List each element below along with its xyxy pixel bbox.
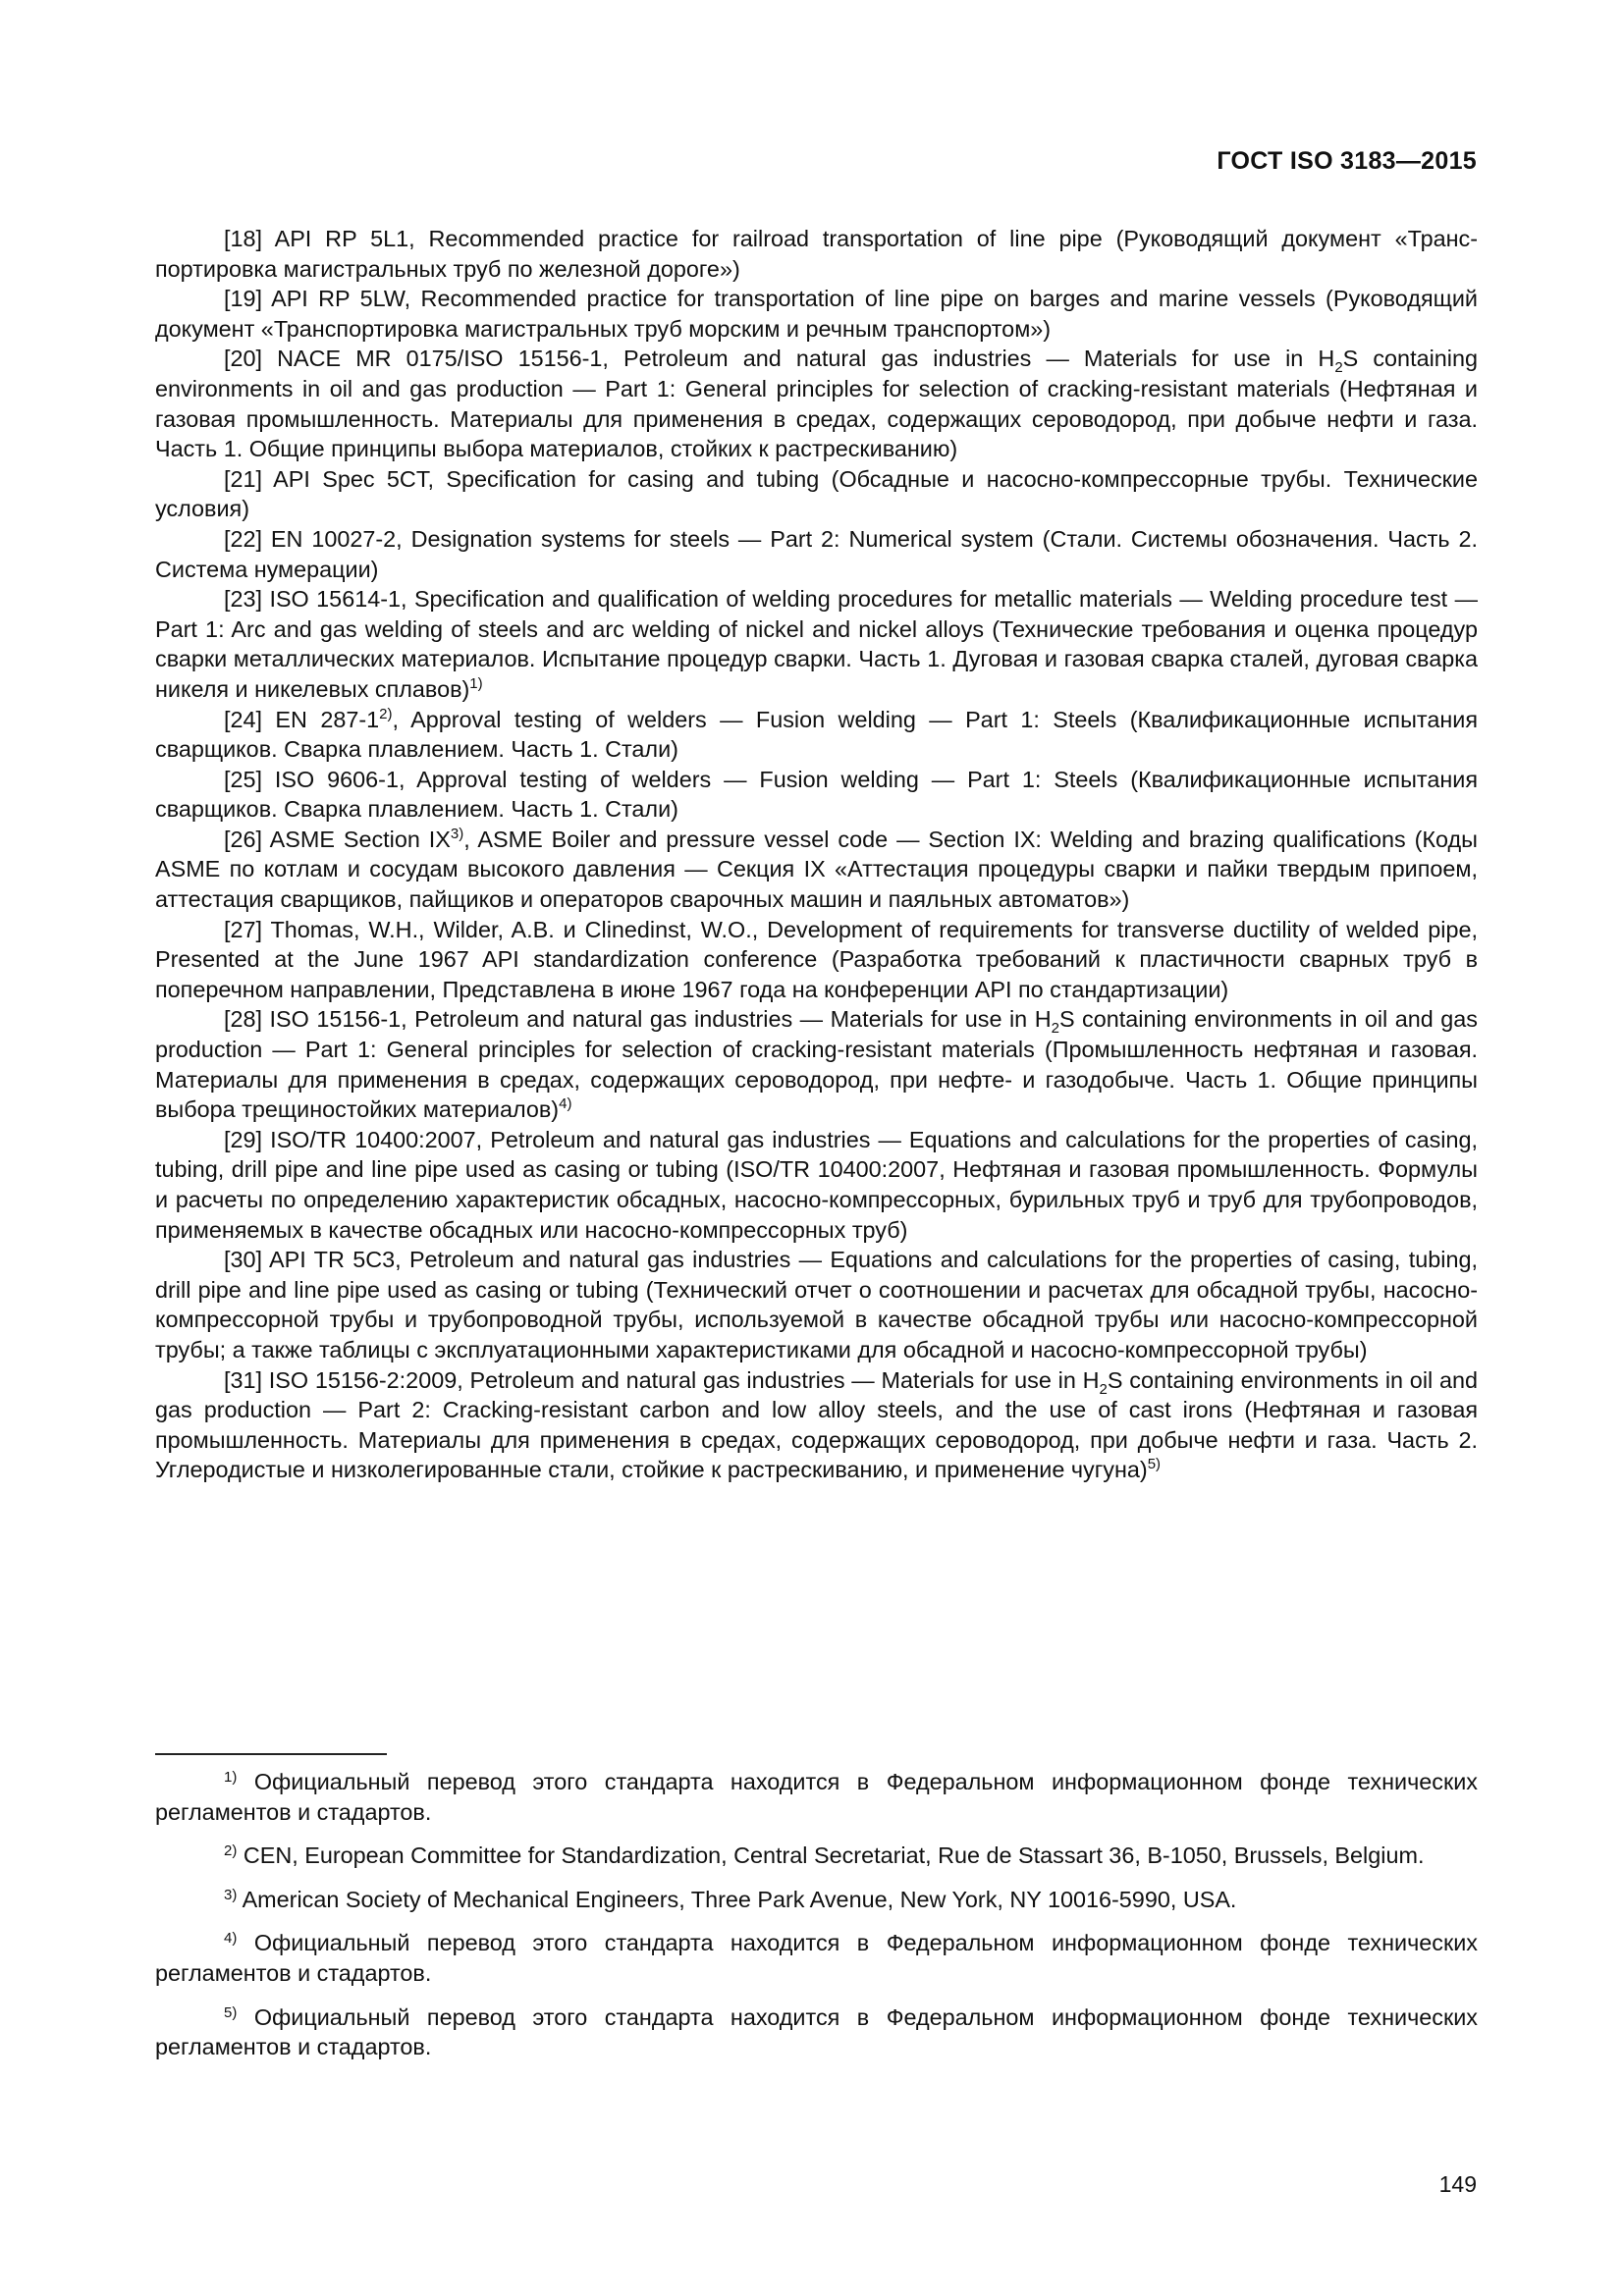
footnote-marker: 3) bbox=[450, 825, 464, 842]
footnote-marker: 4) bbox=[559, 1095, 572, 1113]
reference-text: , ASME Boiler and pressure vessel code — Section IX: Welding and brazing qualifications (Коды ASME по котлам и сосудам высокого давления — Секция IX «Аттестация процедуры сварки и пайки твердым припоем, аттестация сварщиков, пайщиков и операторов сварочных машин и паяльных автоматов») bbox=[155, 826, 1478, 913]
footnotes-list bbox=[155, 1767, 1478, 2076]
page-number: 149 bbox=[1438, 2171, 1477, 2197]
reference-text: S containing environments in oil and gas production — Part 2: Cracking-resistant carbon and low alloy steels, and the use of cast irons (Нефтяная и газовая промышленность. Материалы для применения в средах, содержащих сероводород, при добыче нефти и газа. Часть 2. Углеродистые и низколегированные стали, стойкие к растрескиванию, и применение чугуна) bbox=[155, 1366, 1479, 1483]
footnote-text: CEN, European Committee for Standardization, Central Secretariat, Rue de Stassart 36, B-1050, Brussels, Belgium. bbox=[243, 1842, 1425, 1869]
reference-text: [30] API TR 5C3, Petroleum and natural gas industries — Equations and calculations for the properties of casing, tubing, drill pipe and line pipe used as casing or tubing (Технический отчет о соотношении и расчетах для обсадной трубы, насосно-компрессорной трубы и трубопроводной трубы, используемой в качестве обсадной трубы или насосно-компрессорной трубы; а также таблицы с эксплуатационными характеристиками для обсадной и насосно-компрессорной трубы) bbox=[155, 1247, 1478, 1362]
reference-text: [24] EN 287-1 bbox=[224, 706, 380, 732]
reference-text: [23] ISO 15614-1, Specification and qualification of welding procedures for metallic materials — Welding procedure test — Part 1: Arc and gas welding of steels and arc welding of nickel and nickel alloys (Технические требования и оценка процедур сварки металлических материалов. Испытание процедур сварки. Часть 1. Дуговая и газовая сварка сталей, дуговая сварка никеля и никелевых сплавов) bbox=[155, 586, 1478, 702]
reference-entry bbox=[155, 1245, 1478, 1364]
reference-entry bbox=[155, 344, 1478, 463]
bibliography-list bbox=[155, 224, 1478, 1485]
subscript: 2 bbox=[1334, 359, 1343, 377]
footnote bbox=[155, 1928, 1478, 1988]
subscript: 2 bbox=[1099, 1380, 1108, 1398]
reference-entry bbox=[155, 825, 1478, 915]
reference-text: [29] ISO/TR 10400:2007, Petroleum and natural gas industries — Equations and calculations for the properties of casing, tubing, drill pipe and line pipe used as casing or tubing (ISO/TR 10400:2007, Нефтяная и газовая промышленность. Формулы и расчеты по определению характеристик обсадных, насосно-компрессорных, бурильных труб и труб для трубопроводов, применяемых в качестве обсадных или насосно-компрессорных труб) bbox=[155, 1126, 1478, 1243]
footnote-marker: 1) bbox=[469, 674, 483, 692]
footnote-separator bbox=[155, 1753, 387, 1755]
footnote-text: Официальный перевод этого стандарта находится в Федеральном информационном фонде технических регламентов и стадартов. bbox=[155, 1930, 1478, 1986]
reference-text: [31] ISO 15156-2:2009, Petroleum and natural gas industries — Materials for use in H bbox=[224, 1366, 1100, 1393]
footnote bbox=[155, 2002, 1478, 2062]
reference-entry bbox=[155, 1004, 1478, 1124]
reference-text: [22] EN 10027-2, Designation systems for steels — Part 2: Numerical system (Стали. Системы обозначения. Часть 2. Система нумерации) bbox=[155, 525, 1478, 582]
footnote-mark: 4) bbox=[224, 1930, 238, 1948]
reference-entry bbox=[155, 524, 1478, 584]
reference-text: [28] ISO 15156-1, Petroleum and natural gas industries — Materials for use in H bbox=[224, 1006, 1052, 1033]
footnote-mark: 3) bbox=[224, 1886, 238, 1903]
footnote bbox=[155, 1767, 1478, 1827]
reference-text: [26] ASME Section IX bbox=[224, 826, 451, 852]
reference-text: , Approval testing of welders — Fusion welding — Part 1: Steels (Квалификационные испытания сварщиков. Сварка плавлением. Часть 1. Стали) bbox=[155, 706, 1478, 763]
reference-text: [27] Thomas, W.H., Wilder, A.B. и Clinedinst, W.O., Development of requirements for transverse ductility of welded pipe, Presented at the June 1967 API standardization conference (Разработка требований к пластичности сварных труб в поперечном направлении, Представлена в июне 1967 года на конференции API по стандартизации) bbox=[155, 916, 1478, 1002]
reference-text: S containing environments in oil and gas production — Part 1: General principles for selection of cracking-resistant materials (Нефтяная и газовая промышленность. Материалы для применения в средах, содержащих сероводород, при добыче нефти и газа. Часть 1. Общие принципы выбора материалов, стойких к растрескиванию) bbox=[155, 346, 1478, 462]
reference-entry bbox=[155, 705, 1478, 765]
reference-text: [21] API Spec 5CT, Specification for casing and tubing (Обсадные и насосно-компрессорные трубы. Технические условия) bbox=[155, 465, 1478, 522]
reference-entry bbox=[155, 1125, 1478, 1245]
reference-entry bbox=[155, 1365, 1478, 1485]
footnote-marker: 5) bbox=[1147, 1456, 1162, 1473]
footnote bbox=[155, 1841, 1478, 1871]
reference-text: [18] API RP 5L1, Recommended practice for railroad transportation of line pipe (Руководящий документ «Транспортировка магистральных труб по железной дороге») bbox=[155, 226, 1478, 282]
footnote-marker: 2) bbox=[379, 705, 393, 722]
footnote-text: Официальный перевод этого стандарта находится в Федеральном информационном фонде технических регламентов и стадартов. bbox=[155, 1769, 1478, 1825]
reference-text: [20] NACE MR 0175/ISO 15156-1, Petroleum and natural gas industries — Materials for use in H bbox=[224, 346, 1335, 372]
document-header: ГОСТ ISO 3183—2015 bbox=[1217, 147, 1477, 175]
footnote-mark: 1) bbox=[224, 1769, 238, 1786]
reference-text: [19] API RP 5LW, Recommended practice for transportation of line pipe on barges and marine vessels (Руководящий документ «Транспортировка магистральных труб морским и речным транспортом») bbox=[155, 286, 1478, 342]
footnote-text: American Society of Mechanical Engineers, Three Park Avenue, New York, NY 10016-5990, USA. bbox=[242, 1886, 1237, 1912]
footnote bbox=[155, 1885, 1478, 1915]
footnote-mark: 5) bbox=[224, 2003, 238, 2021]
reference-entry bbox=[155, 464, 1478, 524]
footnote-mark: 2) bbox=[224, 1842, 238, 1860]
reference-entry bbox=[155, 584, 1478, 704]
reference-entry bbox=[155, 915, 1478, 1005]
reference-entry bbox=[155, 765, 1478, 825]
reference-text: [25] ISO 9606-1, Approval testing of welders — Fusion welding — Part 1: Steels (Квалификационные испытания сварщиков. Сварка плавлением. Часть 1. Стали) bbox=[155, 766, 1478, 823]
reference-text: S containing environments in oil and gas production — Part 1: General principles for selection of cracking-resistant materials (Промышленность нефтяная и газовая. Материалы для применения в средах, содержащих сероводород, при нефте- и газодобыче. Часть 1. Общие принципы выбора трещиностойких материалов) bbox=[155, 1006, 1478, 1123]
reference-entry bbox=[155, 224, 1478, 284]
subscript: 2 bbox=[1051, 1020, 1059, 1038]
reference-entry bbox=[155, 284, 1478, 344]
footnote-text: Официальный перевод этого стандарта находится в Федеральном информационном фонде технических регламентов и стадартов. bbox=[155, 2003, 1478, 2060]
